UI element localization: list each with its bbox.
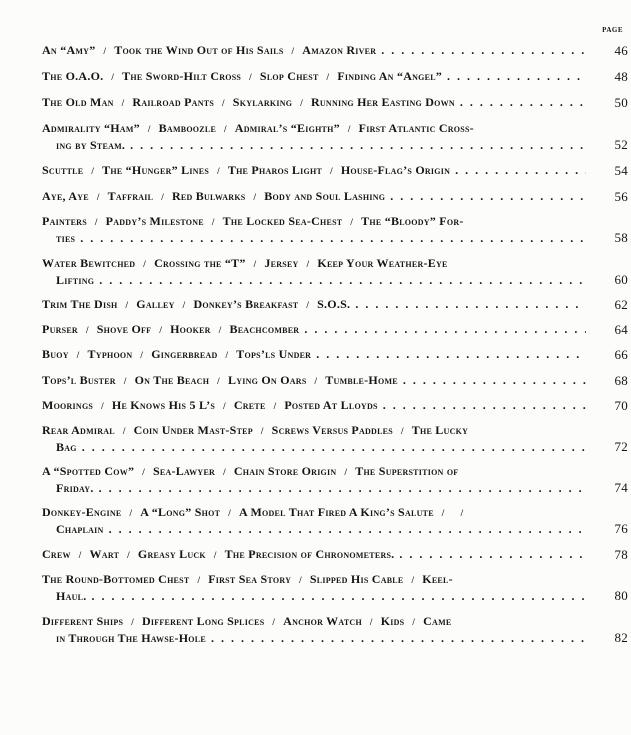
topic-separator: / [131,617,134,627]
topic-separator: / [249,72,252,82]
topic-separator: / [129,508,133,518]
page-number: 58 [614,230,628,245]
toc-entry-line [42,120,586,137]
toc-topic: Slop Chest [259,69,319,83]
toc-topic: Greasy Luck [137,547,206,561]
topic-separator: / [127,550,130,560]
toc-topic: Scuttle [42,163,84,177]
toc-entry-line [42,255,586,272]
toc-entry [42,571,628,604]
toc-topic: Skylarking [232,95,293,109]
toc-topic: The Lucky [411,423,469,437]
toc-topic: Bamboozle [158,121,217,135]
toc-topic: Amazon River [302,43,377,57]
toc-entry [42,188,628,205]
toc-entry-continuation [42,630,586,646]
page-number: 78 [614,547,628,562]
toc-entry-line [42,94,586,111]
toc-entry-line [42,546,586,563]
topic-separator: / [222,98,225,108]
topic-separator: / [273,401,277,411]
toc-topic: Hooker [170,322,211,336]
toc-topic: A “Spotted Cow” [42,464,135,478]
topic-separator: / [260,426,264,436]
toc-topic: Chaplain [56,522,104,536]
toc-topic: Haul. [56,589,87,603]
toc-topic: Red Bulwarks [172,189,246,203]
topic-separator: / [314,376,318,386]
topic-separator: / [182,300,186,310]
toc-topic: Crew [42,547,71,561]
toc-topic: Kids [380,614,405,628]
toc-entry-line [42,463,586,480]
page-number: 82 [614,630,628,645]
toc-entry-continuation [42,521,586,537]
toc-topic: Rear Admiral [42,423,115,437]
toc-entry-line [42,504,586,521]
topic-separator: / [412,617,416,627]
toc-topic: Sea-Lawyer [152,464,216,478]
toc-entry-line [42,188,586,205]
topic-separator: / [142,467,145,477]
topic-separator: / [85,325,89,335]
toc-topic: Tops’l Buster [42,373,116,387]
topic-separator: / [101,401,104,411]
page-number: 52 [614,137,628,152]
page-number: 70 [614,398,628,413]
toc-entry-continuation [42,272,586,288]
topic-separator: / [225,350,229,360]
toc-entry [42,255,628,288]
toc-topic: Anchor Watch [283,614,362,628]
toc-topic: An “Amy” [42,43,96,57]
toc-topic: Crete [233,398,266,412]
topic-separator: / [91,166,95,176]
toc-entry [42,120,628,153]
topic-separator: / [217,376,220,386]
toc-entry-line [42,296,586,313]
toc-topic: Crossing the “T” [154,256,246,270]
topic-separator: / [306,259,310,269]
page-number: 80 [614,588,628,603]
toc-entry-line [42,422,586,439]
toc-entry-continuation [42,480,586,496]
topic-separator: / [121,98,125,108]
topic-separator: / [78,550,82,560]
toc-entry-line [42,372,586,389]
toc-topic: ing by Steam. [56,138,126,152]
toc-topic: House-Flag’s Origin [340,163,451,177]
topic-separator: / [76,350,80,360]
topic-separator: / [122,426,126,436]
toc-entry-line [42,162,586,179]
toc-topic: Coin Under Mast-Step [133,423,253,437]
toc-entry-line [42,571,586,588]
toc-topic: Keep Your Weather-Eye [317,256,448,270]
topic-separator: / [223,401,226,411]
topic-separator: / [253,259,257,269]
toc-topic: Different Ships [42,614,124,628]
toc-topic: Galley [136,297,175,311]
toc-entry [42,94,628,111]
topic-separator: / [197,575,201,585]
topic-separator: / [161,192,164,202]
page-number: 76 [614,521,628,536]
toc-entry-line [42,213,586,230]
toc-entry [42,546,628,563]
toc-topic: Finding An “Angel” [337,69,443,83]
toc-topic: The Pharos Light [227,163,323,177]
topic-separator: / [306,300,310,310]
topic-separator: / [291,46,295,56]
toc-entry-line [42,321,586,338]
toc-topic: The O.A.O. [42,69,104,83]
toc-topic: Donkey’s Breakfast [193,297,299,311]
toc-topic: S.O.S. [317,297,351,311]
toc-topic: Shove Off [96,322,152,336]
toc-entry [42,162,628,179]
page-number: 48 [614,69,628,84]
toc-entry [42,346,628,363]
topic-separator: / [272,617,276,627]
topic-separator: / [400,426,404,436]
topic-separator: / [143,259,147,269]
toc-entry-continuation [42,439,586,455]
page-number: 66 [614,347,628,362]
toc-topic: in Through The Hawse-Hole [56,631,206,645]
toc-topic: The Sword-Hilt Cross [122,69,242,83]
toc-entry [42,296,628,313]
toc-entry [42,422,628,455]
topic-separator: / [147,124,151,134]
toc-topic: Screws Versus Paddles [271,423,393,437]
toc-entry-continuation [42,230,586,246]
topic-separator: / [300,98,303,108]
toc-entry-continuation [42,588,586,604]
topic-separator: / [140,350,144,360]
topic-separator: / [111,72,115,82]
page-number: 50 [614,95,628,110]
topic-separator: / [123,376,127,386]
toc-topic: Took the Wind Out of His Sails [114,43,284,57]
toc-entry [42,504,628,537]
toc-topic: Trim The Dish [42,297,118,311]
toc-topic: Painters [42,214,87,228]
toc-topic: ties [56,231,76,245]
toc-topic: Chain Store Origin [233,464,337,478]
toc-topic: The “Bloody” For- [361,214,464,228]
toc-topic: Buoy [42,347,69,361]
toc-topic: Water Bewitched [42,256,136,270]
toc-topic: Running Her Easting Down [310,95,455,109]
toc-topic: Moorings [42,398,94,412]
toc-topic: Admirality “Ham” [42,121,140,135]
topic-separator: / [299,575,302,585]
topic-separator: / [347,124,351,134]
toc-topic: Donkey-Engine [42,505,122,519]
toc-topic: Paddy’s Milestone [105,214,204,228]
topic-separator: / [228,508,231,518]
page-number: 74 [614,480,628,495]
table-of-contents [42,34,628,646]
toc-topic: The “Hunger” Lines [102,163,210,177]
toc-topic: The Old Man [42,95,114,109]
toc-topic: Bag [56,440,77,454]
toc-topic: First Atlantic Cross- [358,121,474,135]
toc-entry [42,42,628,59]
toc-topic: Beachcomber [229,322,300,336]
page-number: 60 [614,272,628,287]
page-number: 64 [614,322,628,337]
toc-topic: Posted At Lloyds [284,398,378,412]
toc-entry-line [42,397,586,414]
topic-separator: / [125,300,129,310]
page-number: 72 [614,439,628,454]
topic-separator: / [217,166,220,176]
toc-topic: Taffrail [107,189,154,203]
toc-topic: A Model That Fired A King’s Salute [238,505,434,519]
toc-topic: He Knows His 5 L’s [111,398,216,412]
topic-separator: / [224,124,227,134]
toc-topic: Body and Soul Lashing [264,189,386,203]
toc-topic: Railroad Pants [132,95,215,109]
page-number: 68 [614,373,628,388]
page-number: 56 [614,189,628,204]
toc-topic: Slipped His Cable [309,572,404,586]
toc-topic: Admiral’s “Eighth” [234,121,340,135]
topic-separator: / [211,217,215,227]
toc-topic: Wart [89,547,120,561]
toc-entry [42,613,628,646]
toc-topic: The Locked Sea-Chest [222,214,343,228]
toc-topic: Lifting [56,273,95,287]
toc-topic: Lying On Oars [227,373,307,387]
toc-entry-line [42,42,586,59]
toc-entry [42,463,628,496]
topic-separator: / [253,192,257,202]
toc-entry [42,372,628,389]
topic-separator: / [350,217,354,227]
toc-entry [42,68,628,85]
toc-topic: A “Long” Shot [140,505,221,519]
toc-entry-line [42,346,586,363]
topic-separator: / [94,217,98,227]
toc-entry-line [42,68,586,85]
topic-separator: / [460,508,464,518]
toc-topic: Aye, Aye [42,189,89,203]
toc-topic: Jersey [264,256,299,270]
toc-topic: Gingerbread [151,347,218,361]
toc-entry [42,213,628,246]
toc-topic: Keel- [422,572,453,586]
topic-separator: / [96,192,100,202]
toc-entry [42,321,628,338]
toc-topic: Tumble-Home [325,373,398,387]
toc-topic: The Superstition of [355,464,459,478]
topic-separator: / [223,467,226,477]
toc-topic: Different Long Splices [141,614,265,628]
topic-separator: / [326,72,330,82]
toc-topic: Purser [42,322,78,336]
topic-separator: / [344,467,348,477]
toc-topic: Came [423,614,452,628]
page-number: 54 [614,163,628,178]
toc-topic: Friday. [56,481,94,495]
topic-separator: / [441,508,445,518]
topic-separator: / [213,550,217,560]
page-number: 62 [614,297,628,312]
toc-entry-line [42,613,586,630]
toc-topic: The Round-Bottomed Chest [42,572,190,586]
toc-entry-continuation [42,137,586,153]
page-column-header: PAGE [602,26,623,34]
topic-separator: / [159,325,163,335]
toc-topic: On The Beach [134,373,210,387]
toc-topic: First Sea Story [208,572,292,586]
toc-topic: Typhoon [87,347,133,361]
topic-separator: / [369,617,373,627]
toc-entry [42,397,628,414]
toc-topic: Tops’ls Under [236,347,312,361]
topic-separator: / [218,325,222,335]
toc-topic: The Precision of Chronometers. [224,547,395,561]
topic-separator: / [330,166,333,176]
topic-separator: / [103,46,107,56]
topic-separator: / [411,575,415,585]
page-number: 46 [614,43,628,58]
